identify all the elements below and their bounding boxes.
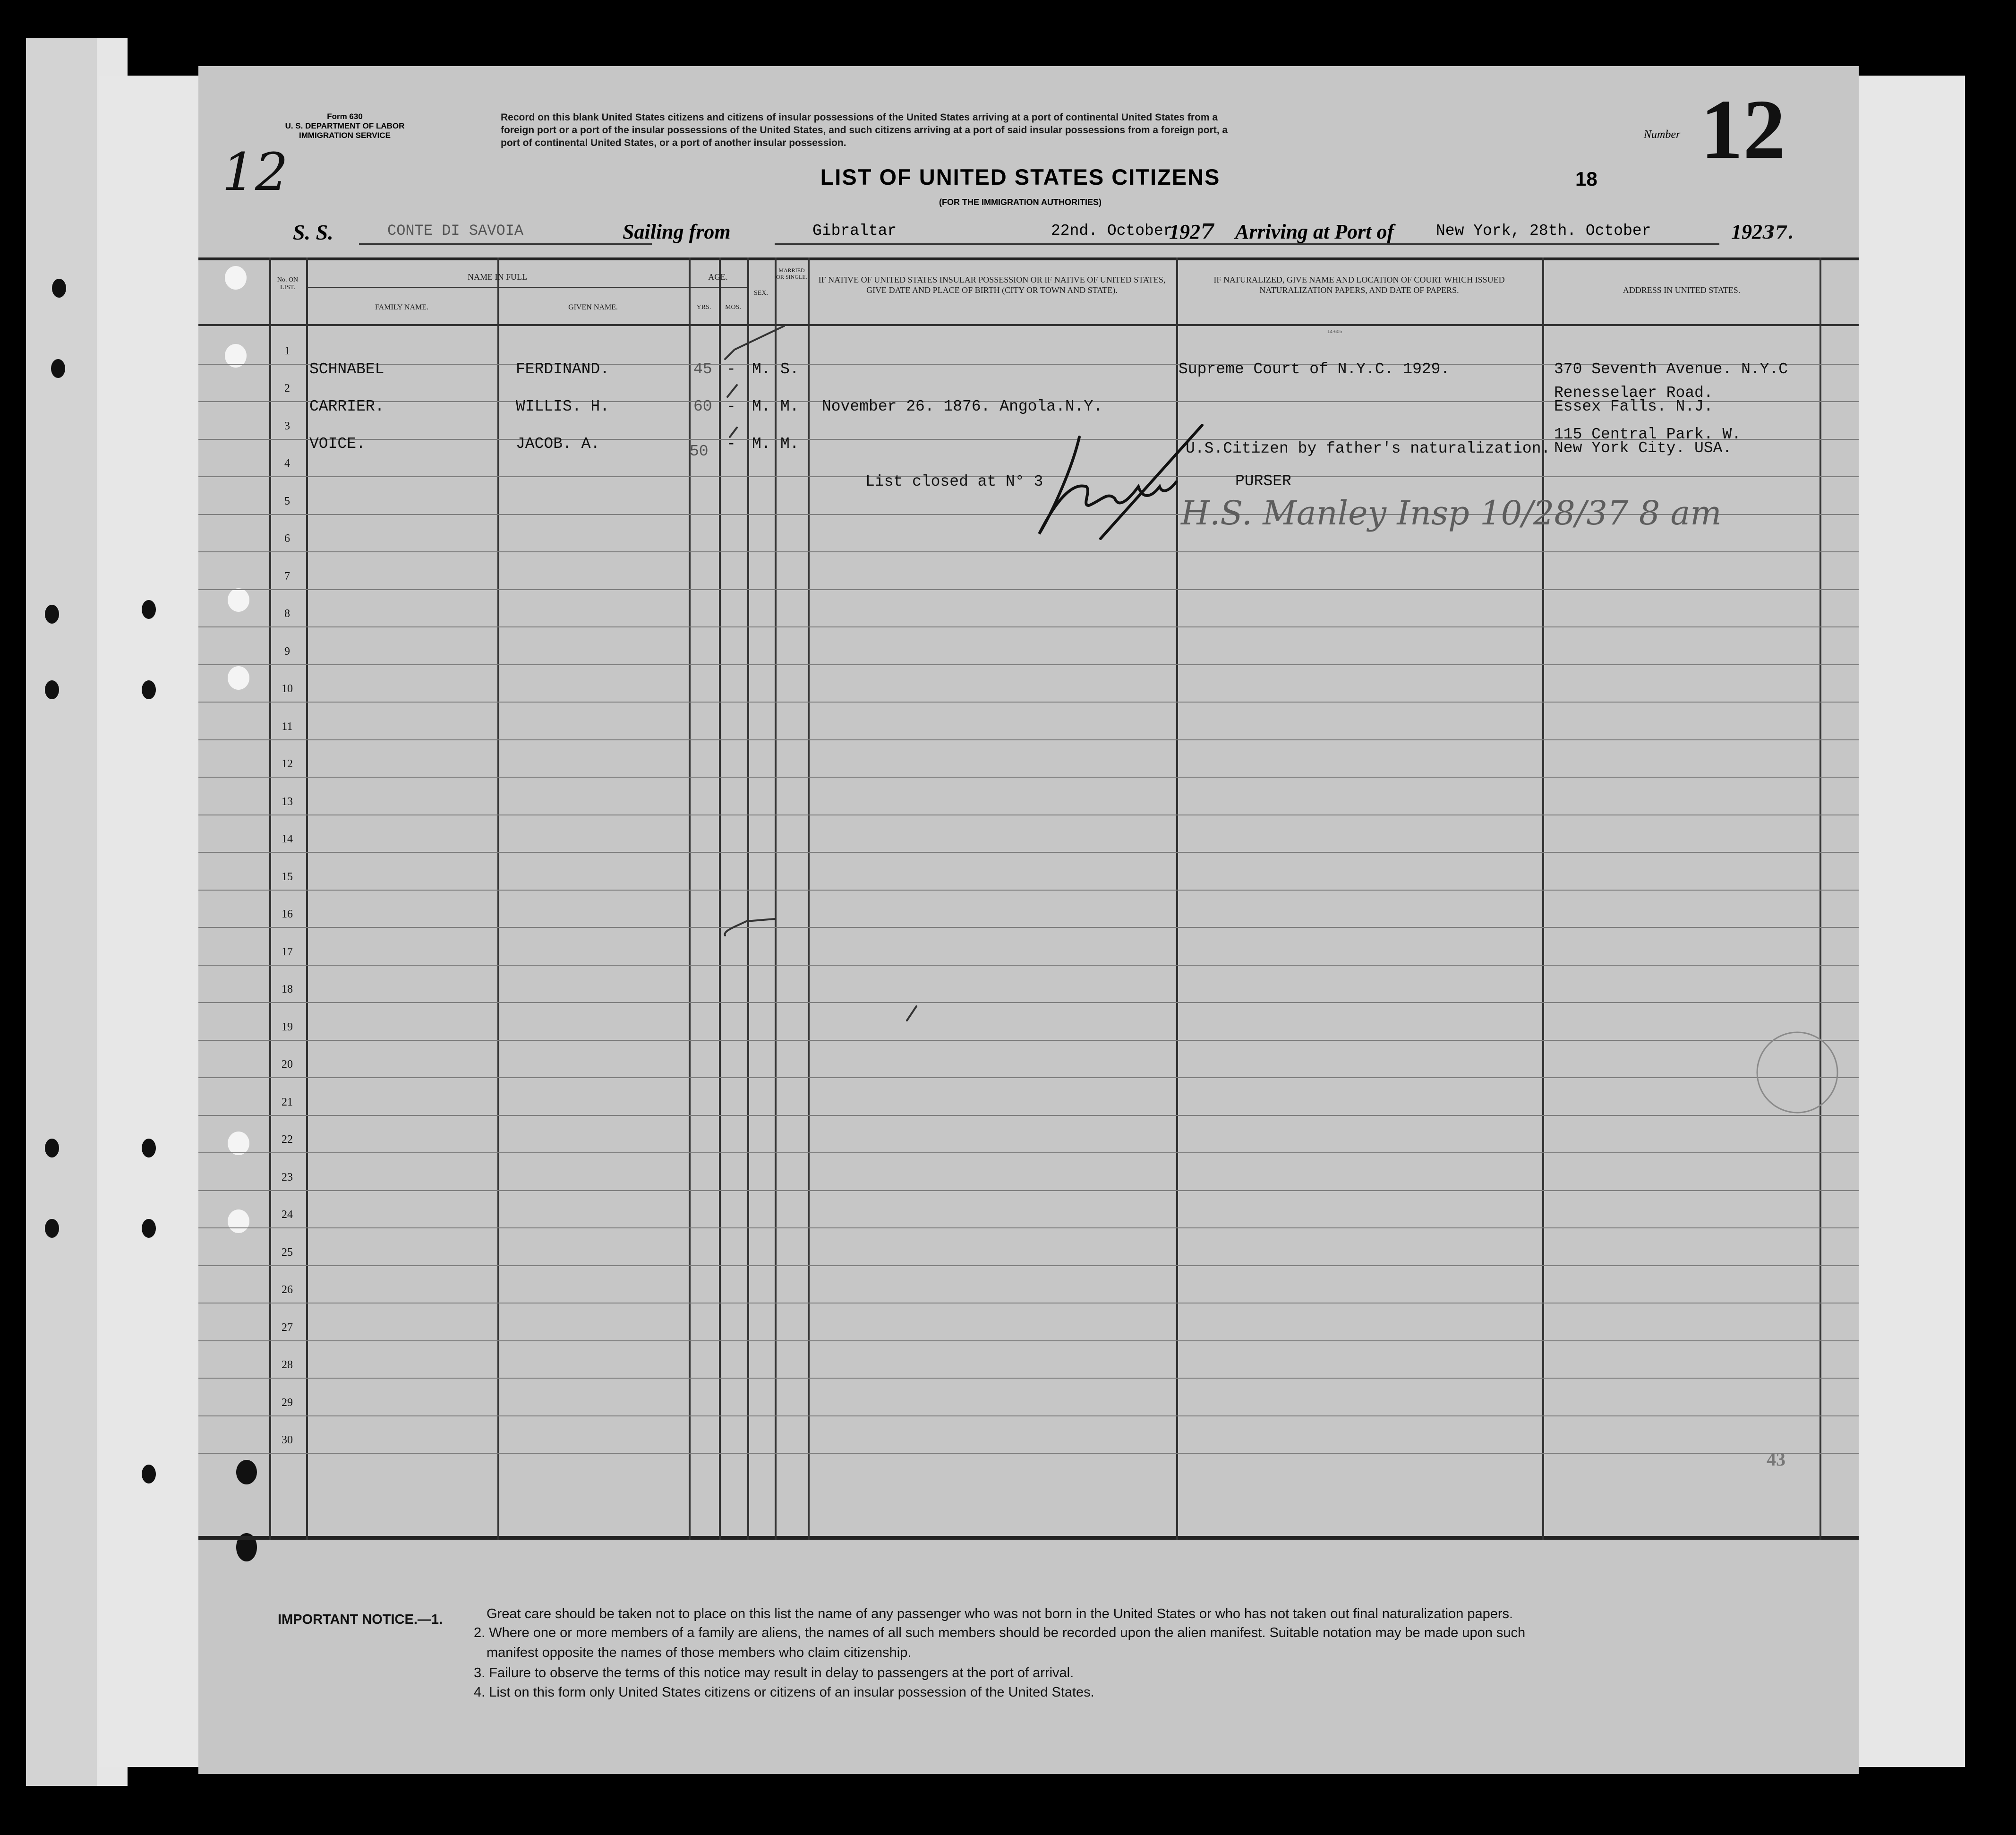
arriving-year: 192: [1731, 220, 1762, 243]
arriving-label: Arriving at Port of: [1235, 220, 1394, 243]
row-number: 5: [284, 495, 290, 507]
list-closed-note: List closed at N° 3: [865, 473, 1043, 490]
sheet-number: 12: [1700, 82, 1785, 176]
service-label: IMMIGRATION SERVICE: [299, 131, 391, 140]
row-number: 29: [282, 1396, 293, 1409]
given-name: FERDINAND.: [516, 360, 610, 378]
given-name: JACOB. A.: [516, 435, 600, 453]
row-number: 19: [282, 1020, 293, 1033]
col-header-name: NAME IN FULL: [468, 272, 527, 282]
row-number: 17: [282, 945, 293, 958]
notice-item-2: 2. Where one or more members of a family are aliens, the names of all such members should be recorded upon the alien manifest. Suitable notation may be made upon such: [474, 1625, 1526, 1640]
row-number: 11: [282, 720, 293, 733]
row-number: 1: [284, 344, 290, 357]
sailing-date: 22nd. October: [1051, 222, 1173, 240]
notice-item-2-cont: manifest opposite the names of those members who claim citizenship.: [487, 1645, 912, 1660]
inspector-note: H.S. Manley Insp 10/28/37 8 am: [1181, 494, 1722, 532]
row-number: 18: [282, 983, 293, 995]
number-label: Number: [1644, 129, 1681, 141]
sailing-year-handwritten: 7: [1200, 220, 1215, 244]
col-header-native: IF NATIVE OF UNITED STATES INSULAR POSSESSION OR IF NATIVE OF UNITED STATES, GIVE DATE AND PLACE OF BIRTH (CITY OR TOWN AND STATE).: [818, 275, 1166, 295]
col-header-naturalized: IF NATURALIZED, GIVE NAME AND LOCATION OF COURT WHICH ISSUED NATURALIZATION PAPERS, AND DATE OF PAPERS.: [1213, 275, 1505, 295]
check-marks: [725, 326, 916, 1020]
col-header-sex: SEX.: [754, 290, 768, 297]
row-number: 12: [282, 758, 293, 770]
notice-item-4: 4. List on this form only United States citizens or citizens of an insular possession of the United States.: [474, 1685, 1094, 1700]
row-number: 23: [282, 1171, 293, 1183]
col-header-yrs: YRS.: [696, 304, 711, 311]
row-number: 26: [282, 1284, 293, 1296]
row-number: 2: [284, 382, 290, 394]
form-number: Form 630: [327, 112, 363, 121]
naturalization: Supreme Court of N.Y.C. 1929.: [1179, 360, 1450, 378]
row-number: 25: [282, 1246, 293, 1259]
row-number: 14: [282, 833, 293, 845]
col-header-age: AGE.: [708, 272, 728, 282]
col-header-no: No. ON LIST.: [277, 276, 299, 291]
col-header-given: GIVEN NAME.: [568, 303, 618, 311]
ss-label: S. S.: [293, 220, 333, 244]
form-code: 14-605: [1327, 329, 1342, 334]
birth-date-place: November 26. 1876. Angola.N.Y.: [822, 398, 1103, 415]
row-number: 15: [282, 870, 293, 883]
row-number: 7: [284, 570, 290, 583]
row-number: 30: [282, 1434, 293, 1446]
document-subtitle: (FOR THE IMMIGRATION AUTHORITIES): [939, 197, 1102, 207]
sailing-port: Gibraltar: [812, 222, 897, 240]
age-years: 45: [693, 360, 712, 378]
age-months: -: [726, 398, 736, 415]
row-number: 20: [282, 1058, 293, 1071]
address-line-1: Renesselaer Road.: [1554, 384, 1713, 402]
col-header-family: FAMILY NAME.: [375, 303, 429, 311]
row-number: 13: [282, 795, 293, 808]
address-line-2: New York City. USA.: [1554, 439, 1732, 457]
sex: M.: [752, 360, 771, 378]
instruction-line-2: foreign port or a port of the insular possessions of the United States, and such citizens arriving at a port of said insular possessions from a foreign port, a: [501, 125, 1228, 136]
age-months: -: [726, 360, 736, 378]
col-header-address: ADDRESS IN UNITED STATES.: [1623, 285, 1741, 295]
col-header-mos: MOS.: [725, 304, 741, 311]
instruction-line-1: Record on this blank United States citizens and citizens of insular possessions of the United States arriving at a port of continental United States from a: [501, 112, 1218, 123]
row-number: 4: [284, 457, 290, 470]
row-number: 10: [282, 683, 293, 695]
family-name: VOICE.: [309, 435, 366, 453]
sex: M.: [752, 398, 771, 415]
row-number: 28: [282, 1359, 293, 1371]
row-number: 24: [282, 1209, 293, 1221]
row-number: 8: [284, 608, 290, 620]
row-number: 9: [284, 645, 290, 658]
department-label: U. S. DEPARTMENT OF LABOR: [285, 121, 405, 130]
faded-stamp: [1757, 1032, 1837, 1113]
row-number: 3: [284, 420, 290, 432]
notice-heading: IMPORTANT NOTICE.—1.: [278, 1612, 443, 1627]
address-line-1: 115 Central Park. W.: [1554, 426, 1742, 443]
notice-item-3: 3. Failure to observe the terms of this notice may result in delay to passengers at the port of arrival.: [474, 1665, 1074, 1681]
sailing-label: Sailing from: [623, 220, 731, 243]
document-title: LIST OF UNITED STATES CITIZENS: [820, 164, 1221, 189]
sex: M.: [752, 435, 771, 453]
row-number: 6: [284, 532, 290, 545]
row-number: 22: [282, 1133, 293, 1146]
row-number: 16: [282, 908, 293, 920]
arriving-port: New York, 28th. October: [1436, 222, 1651, 240]
family-name: SCHNABEL: [309, 360, 384, 378]
marital-status: M.: [780, 398, 799, 415]
ship-name: CONTE DI SAVOIA: [387, 222, 524, 240]
family-name: CARRIER.: [309, 398, 384, 415]
naturalization: U.S.Citizen by father's naturalization.: [1186, 440, 1551, 457]
purser-signature: [1039, 425, 1202, 539]
notice-item-1: Great care should be taken not to place on this list the name of any passenger who was not born in the United States or who has not taken out final naturalization papers.: [487, 1606, 1513, 1621]
sailing-year: 192: [1169, 220, 1200, 243]
given-name: WILLIS. H.: [516, 398, 610, 415]
instruction-line-3: port of continental United States, or a port of another insular possession.: [501, 137, 846, 148]
age-years: 60: [693, 398, 712, 415]
marital-status: S.: [780, 360, 799, 378]
row-number: 27: [282, 1321, 293, 1334]
row-number: 21: [282, 1096, 293, 1108]
age-years: 50: [690, 443, 709, 460]
purser-label: PURSER: [1235, 472, 1291, 490]
marital-status: M.: [780, 435, 799, 453]
stamped-page-number: 43: [1767, 1449, 1785, 1470]
list-number: 18: [1575, 168, 1597, 190]
arriving-year-handwritten: 37.: [1762, 222, 1794, 243]
handwritten-page-number: 12: [222, 142, 288, 202]
address-line-1: 370 Seventh Avenue. N.Y.C: [1554, 360, 1788, 378]
address-line-2: Essex Falls. N.J.: [1554, 398, 1713, 415]
col-header-married: MARRIED OR SINGLE.: [776, 267, 807, 280]
age-months: -: [726, 435, 736, 453]
